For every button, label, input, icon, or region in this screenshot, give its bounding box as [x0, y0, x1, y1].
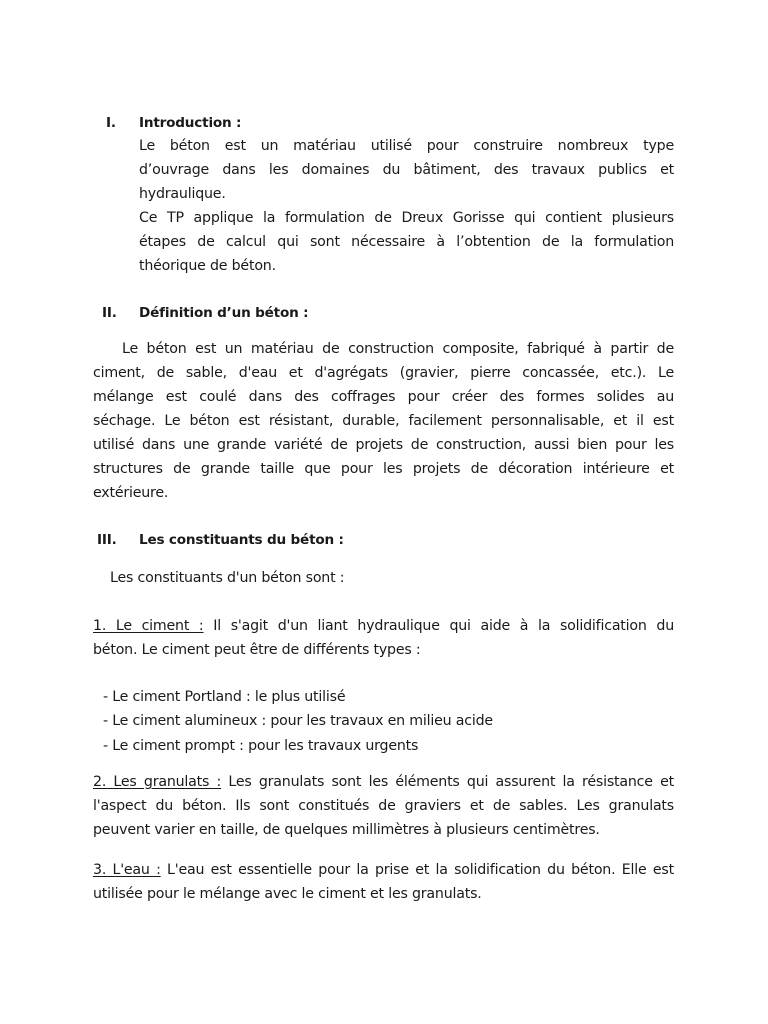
section-1-line-1: Le béton est un matériau utilisé pour construire nombreux type — [139, 138, 674, 154]
item-ciment-label: 1. Le ciment : — [93, 618, 204, 634]
section-2-line-5: utilisé dans une grande variété de projets de construction, aussi bien pour les — [93, 437, 674, 453]
item-eau-line-2: utilisée pour le mélange avec le ciment et les granulats. — [93, 886, 482, 902]
item-ciment-line-1 — [93, 614, 674, 638]
item-granulats-text-1: Les granulats sont les éléments qui assurent la résistance et — [221, 774, 674, 790]
section-2-title: Définition d’un béton : — [139, 305, 309, 321]
section-3-title: Les constituants du béton : — [139, 532, 344, 548]
section-2-line-3: mélange est coulé dans des coffrages pour créer des formes solides au — [93, 389, 674, 405]
section-1-line-6: théorique de béton. — [139, 258, 276, 274]
section-2-line-2: ciment, de sable, d'eau et d'agrégats (gravier, pierre concassée, etc.). Le — [93, 365, 674, 381]
section-2-line-7: extérieure. — [93, 485, 169, 501]
bullet-alumineux: - Le ciment alumineux : pour les travaux en milieu acide — [103, 713, 493, 729]
section-1-line-5: étapes de calcul qui sont nécessaire à l’obtention de la formulation — [139, 234, 674, 250]
section-1-number: I. — [106, 115, 116, 131]
item-eau-text-1: L'eau est essentielle pour la prise et la solidification du béton. Elle est — [160, 862, 674, 878]
item-ciment-text-1: Il s'agit d'un liant hydraulique qui aide à la solidification du — [203, 618, 675, 634]
section-1-line-3: hydraulique. — [139, 186, 226, 202]
item-granulats-line-3: peuvent varier en taille, de quelques millimètres à plusieurs centimètres. — [93, 822, 600, 838]
section-2-line-1: Le béton est un matériau de construction composite, fabriqué à partir de — [122, 341, 674, 357]
item-eau-line-1 — [93, 858, 674, 882]
section-3-number: III. — [97, 532, 117, 548]
section-2-number: II. — [102, 305, 117, 321]
item-granulats-line-2: l'aspect du béton. Ils sont constitués de graviers et de sables. Les granulats — [93, 798, 674, 814]
section-2-line-4: séchage. Le béton est résistant, durable, facilement personnalisable, et il est — [93, 413, 674, 429]
item-granulats-line-1 — [93, 770, 674, 794]
section-2-line-6: structures de grande taille que pour les projets de décoration intérieure et — [93, 461, 674, 477]
item-ciment-line-2: béton. Le ciment peut être de différents types : — [93, 642, 421, 658]
item-granulats-label: 2. Les granulats : — [93, 774, 222, 790]
section-1-title: Introduction : — [139, 115, 242, 131]
bullet-prompt: - Le ciment prompt : pour les travaux urgents — [103, 738, 419, 754]
section-1-line-2: d’ouvrage dans les domaines du bâtiment, des travaux publics et — [139, 162, 674, 178]
item-eau-label: 3. L'eau : — [93, 862, 161, 878]
section-3-intro: Les constituants d'un béton sont : — [110, 570, 345, 586]
section-1-line-4: Ce TP applique la formulation de Dreux Gorisse qui contient plusieurs — [139, 210, 674, 226]
bullet-portland: - Le ciment Portland : le plus utilisé — [103, 689, 346, 705]
